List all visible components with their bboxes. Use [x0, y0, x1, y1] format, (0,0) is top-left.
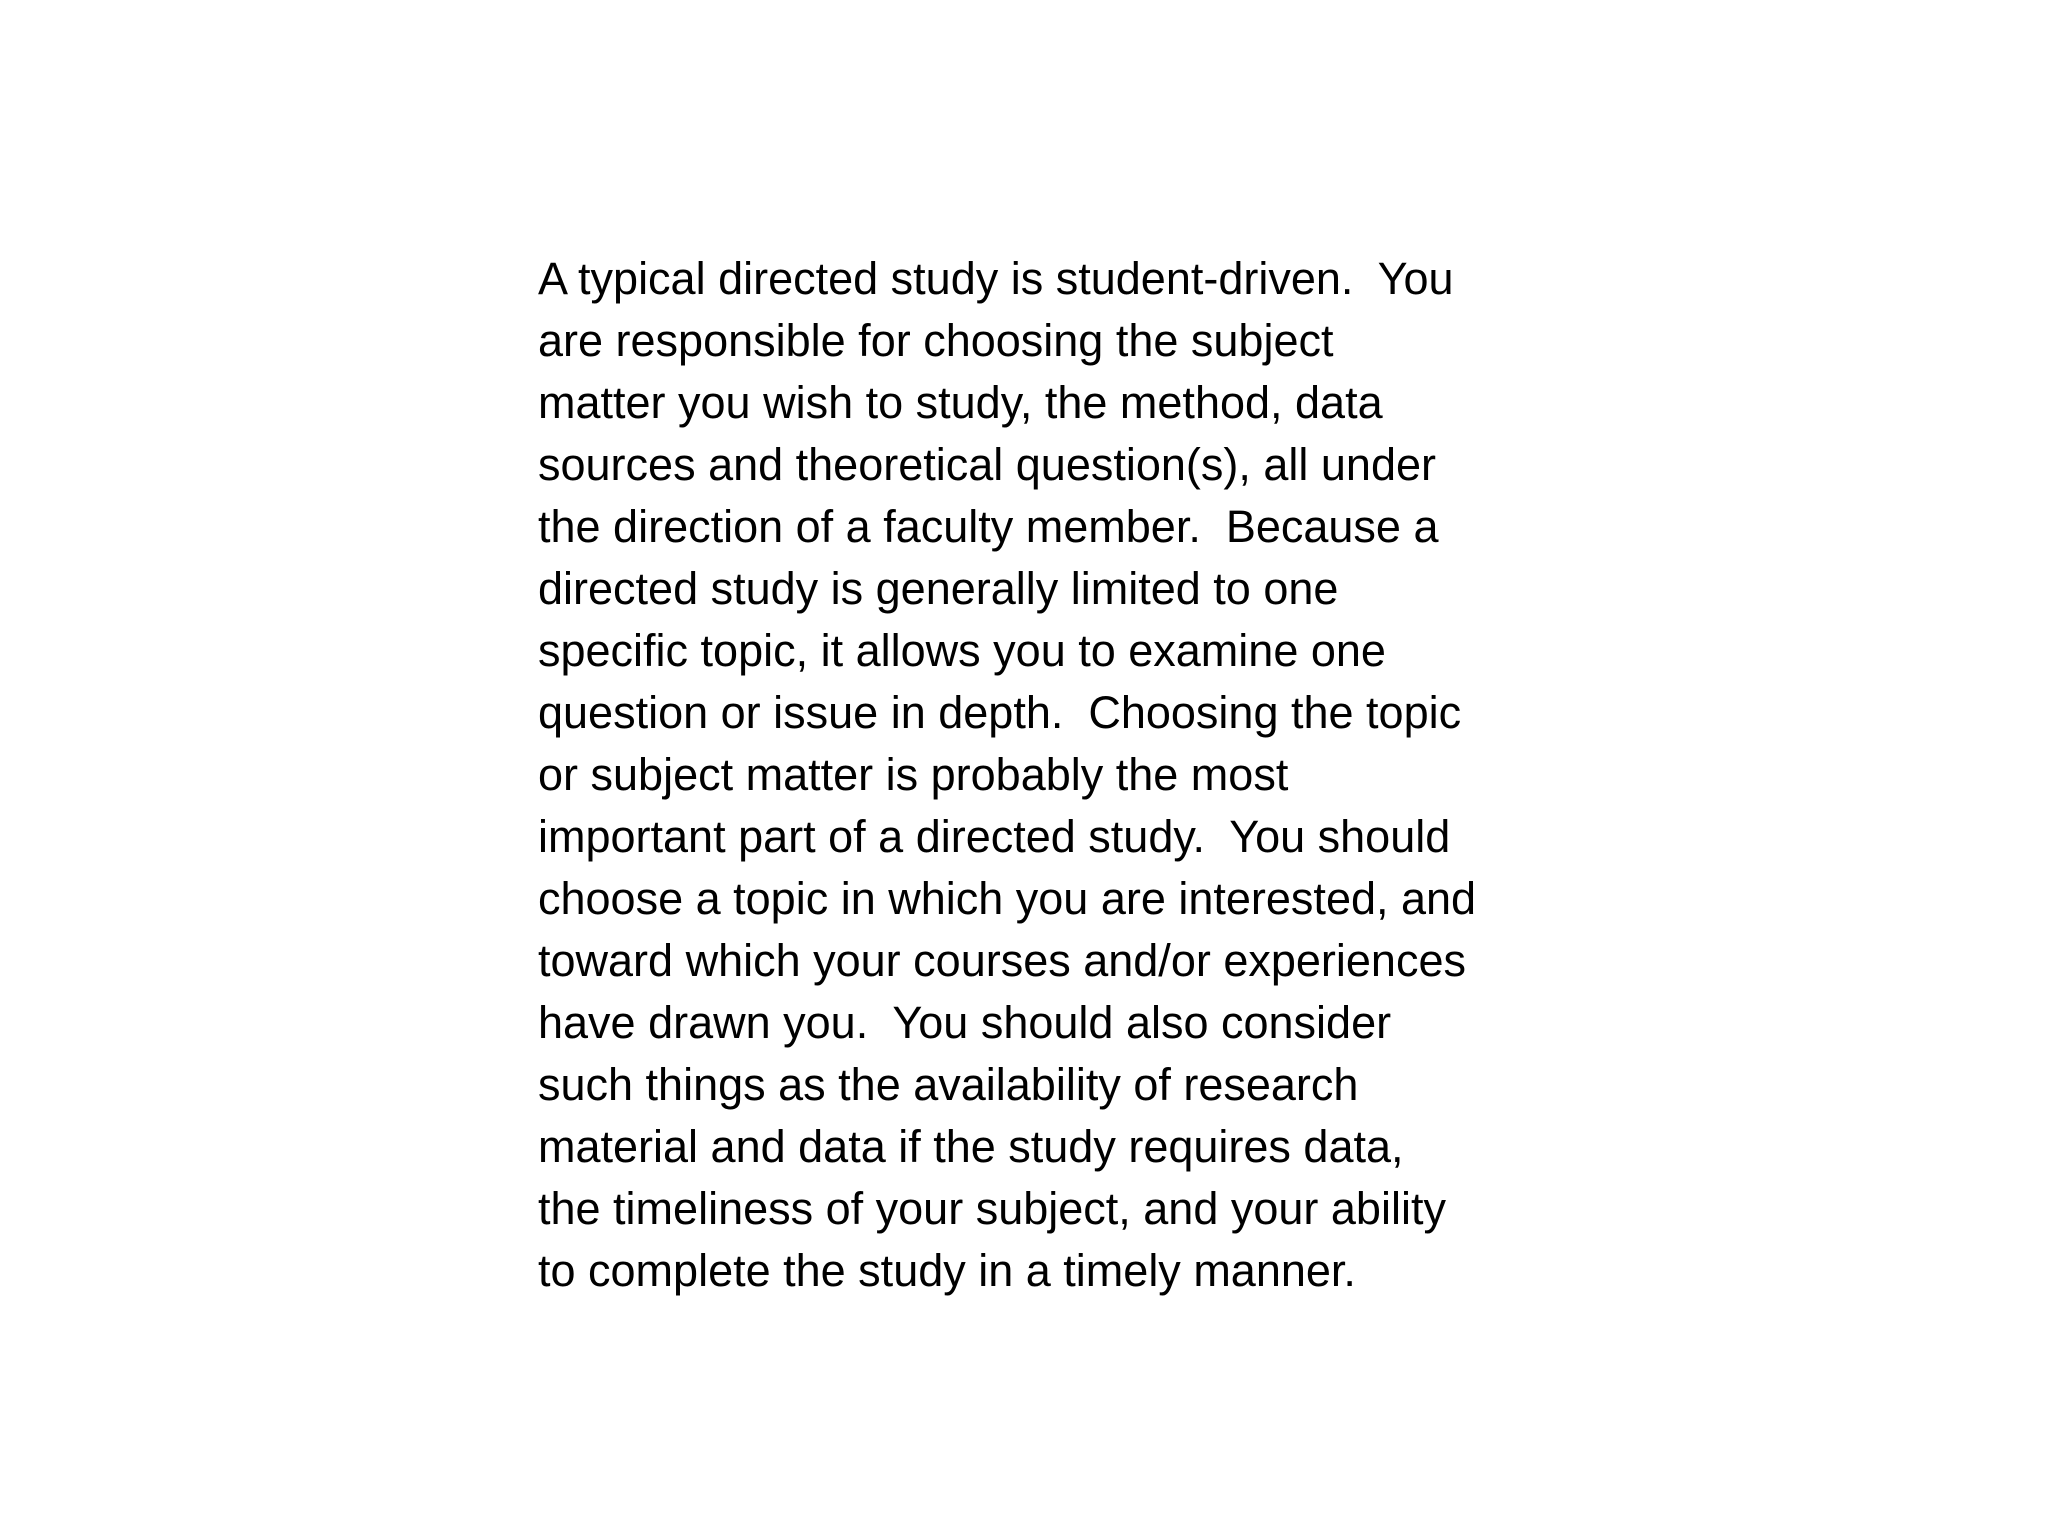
- paragraph-line: question or issue in depth. Choosing the topic: [538, 687, 1462, 738]
- paragraph-line: specific topic, it allows you to examine one: [538, 625, 1386, 676]
- paragraph-line: or subject matter is probably the most: [538, 749, 1289, 800]
- paragraph-line: directed study is generally limited to one: [538, 563, 1339, 614]
- paragraph-line: the direction of a faculty member. Because a: [538, 501, 1439, 552]
- paragraph-line: material and data if the study requires data,: [538, 1121, 1404, 1172]
- paragraph-line: such things as the availability of research: [538, 1059, 1359, 1110]
- paragraph-line: to complete the study in a timely manner.: [538, 1245, 1356, 1296]
- paragraph-line: sources and theoretical question(s), all under: [538, 439, 1437, 490]
- paragraph-line: the timeliness of your subject, and your ability: [538, 1183, 1446, 1234]
- paragraph-line: are responsible for choosing the subject: [538, 315, 1334, 366]
- paragraph-line: have drawn you. You should also consider: [538, 997, 1392, 1048]
- paragraph-line: matter you wish to study, the method, data: [538, 377, 1383, 428]
- paragraph-line: toward which your courses and/or experiences: [538, 935, 1466, 986]
- paragraph-line: important part of a directed study. You should: [538, 811, 1451, 862]
- paragraph-line: choose a topic in which you are interested, and: [538, 873, 1477, 924]
- paragraph-line: A typical directed study is student-driven. You: [538, 253, 1454, 304]
- body-paragraph: [538, 248, 1578, 1302]
